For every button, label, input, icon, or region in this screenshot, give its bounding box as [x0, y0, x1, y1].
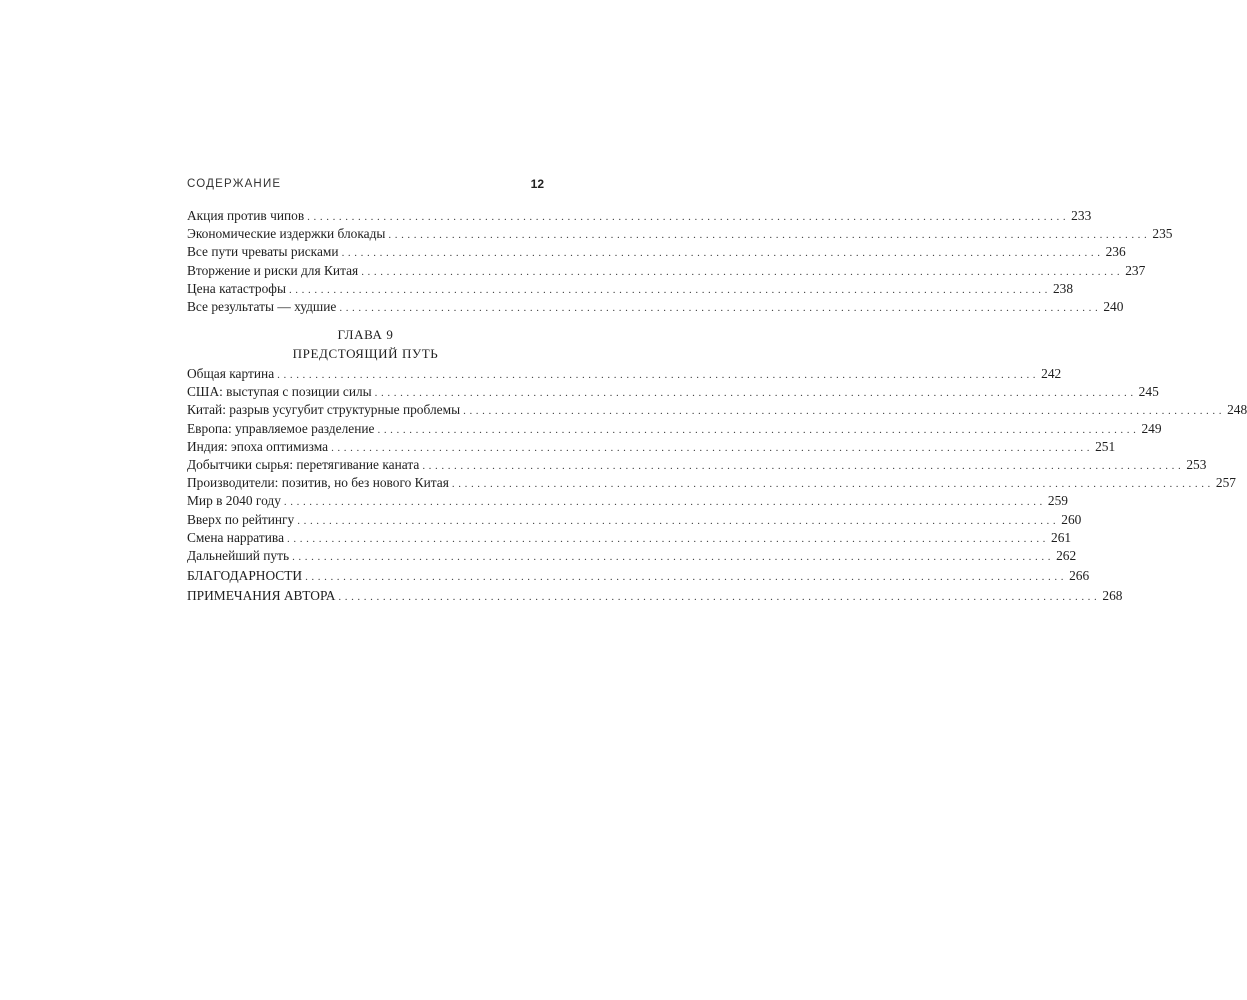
toc-section-top — [187, 207, 1173, 316]
toc-leader: ........................................................................................................................ — [331, 441, 1094, 454]
toc-entry-page: 266 — [1069, 568, 1090, 583]
toc-leader: ........................................................................................................................ — [305, 571, 1068, 583]
toc-entry-page: 251 — [1095, 438, 1116, 454]
toc-entry-page: 248 — [1227, 402, 1247, 418]
toc-entry[interactable] — [187, 587, 1123, 605]
toc-leader: ........................................................................................................................ — [377, 423, 1140, 436]
toc-entry[interactable] — [187, 298, 1124, 316]
toc-entry-page: 245 — [1138, 384, 1159, 400]
toc-leader: ........................................................................................................................ — [307, 211, 1070, 223]
toc-entry-title: Мир в 2040 году — [187, 493, 281, 509]
toc-leader: ........................................................................................................................ — [283, 496, 1046, 509]
header-title: СОДЕРЖАНИЕ — [187, 178, 282, 190]
toc-entry-page: 233 — [1071, 208, 1092, 223]
toc-entry-title: Вторжение и риски для Китая — [187, 262, 359, 278]
toc-entry[interactable] — [187, 207, 1092, 225]
toc-entry-page: 259 — [1047, 493, 1068, 509]
toc-entry-page: 238 — [1052, 280, 1074, 296]
toc-back-matter-2 — [187, 587, 1123, 605]
chapter-title: ПРЕДСТОЯЩИЙ ПУТЬ — [292, 346, 439, 361]
toc-leader: ........................................................................................................................ — [451, 478, 1214, 491]
toc-entry-title: США: выступая с позиции силы — [187, 384, 372, 400]
toc-entry[interactable] — [187, 262, 1146, 280]
toc-entry-title: Все пути чреваты рисками — [187, 244, 339, 260]
toc-entry-title: ПРИМЕЧАНИЯ АВТОРА — [187, 588, 336, 603]
toc-entry[interactable] — [187, 420, 1162, 438]
toc-entry[interactable] — [187, 438, 1116, 456]
toc-leader: ........................................................................................................................ — [338, 591, 1101, 603]
toc-entry-page: 235 — [1152, 226, 1173, 242]
toc-entry[interactable] — [187, 529, 1072, 547]
toc-entry-title: Общая картина — [187, 366, 275, 381]
toc-entry-title: БЛАГОДАРНОСТИ — [187, 568, 303, 583]
toc-entry[interactable] — [187, 401, 1247, 419]
toc-leader: ........................................................................................................................ — [341, 247, 1104, 260]
toc-entry[interactable] — [187, 511, 1082, 529]
toc-entry-title: Акция против чипов — [187, 208, 305, 223]
toc-entry-page: 262 — [1056, 547, 1077, 563]
toc-back-matter — [187, 567, 1090, 585]
chapter-number: ГЛАВА 9 — [337, 327, 394, 342]
toc-leader: ........................................................................................................................ — [288, 283, 1051, 296]
toc-entry-title: Все результаты — худшие — [187, 298, 337, 314]
toc-entry-page: 249 — [1141, 420, 1162, 436]
toc-entry-title: Экономические издержки блокады — [187, 226, 386, 242]
toc-leader: ........................................................................................................................ — [388, 229, 1151, 242]
toc-leader: ........................................................................................................................ — [422, 459, 1185, 472]
toc-entry-page: 237 — [1125, 262, 1146, 278]
toc-entry-title: Европа: управляемое разделение — [187, 420, 375, 436]
toc-entry-title: Китай: разрыв усугубит структурные проблемы — [187, 402, 461, 418]
toc-entry-page: 240 — [1103, 298, 1124, 314]
toc-leader: ........................................................................................................................ — [277, 369, 1040, 381]
toc-entry[interactable] — [187, 456, 1207, 474]
toc-entry[interactable] — [187, 365, 1062, 383]
toc-leader: ........................................................................................................................ — [297, 514, 1060, 527]
toc-leader: ........................................................................................................................ — [463, 405, 1226, 418]
toc-entry[interactable] — [187, 383, 1159, 401]
running-header — [187, 178, 544, 194]
toc-entry[interactable] — [187, 567, 1090, 585]
toc-chapter-entries — [187, 365, 1247, 565]
toc-entry[interactable] — [187, 492, 1068, 510]
toc-entry-page: 242 — [1041, 366, 1062, 381]
toc-entry-page: 253 — [1186, 456, 1207, 472]
toc-entry-title: Цена катастрофы — [187, 280, 286, 296]
page-number: 12 — [530, 177, 544, 191]
toc-entry-title: Производители: позитив, но без нового Китая — [187, 475, 449, 491]
toc-entry-title: Вверх по рейтингу — [187, 511, 295, 527]
toc-entry-page: 268 — [1102, 588, 1123, 603]
toc-entry-title: Добытчики сырья: перетягивание каната — [187, 456, 420, 472]
toc-entry[interactable] — [187, 225, 1173, 243]
toc-leader: ........................................................................................................................ — [361, 265, 1124, 278]
toc-entry-page: 261 — [1051, 529, 1072, 545]
toc-entry-page: 260 — [1061, 511, 1082, 527]
toc-leader: ........................................................................................................................ — [374, 387, 1137, 400]
toc-leader: ........................................................................................................................ — [287, 532, 1050, 545]
toc-entry[interactable] — [187, 547, 1077, 565]
toc-entry-title: Дальнейший путь — [187, 547, 290, 563]
toc-entry-title: Индия: эпоха оптимизма — [187, 438, 329, 454]
toc-entry[interactable] — [187, 474, 1236, 492]
toc-entry-page: 257 — [1215, 475, 1236, 491]
toc-leader: ........................................................................................................................ — [339, 301, 1102, 314]
toc-entry-page: 236 — [1105, 244, 1126, 260]
toc-entry-title: Смена нарратива — [187, 529, 285, 545]
toc-entry[interactable] — [187, 243, 1126, 261]
toc-leader: ........................................................................................................................ — [292, 550, 1055, 563]
toc-entry[interactable] — [187, 280, 1074, 298]
